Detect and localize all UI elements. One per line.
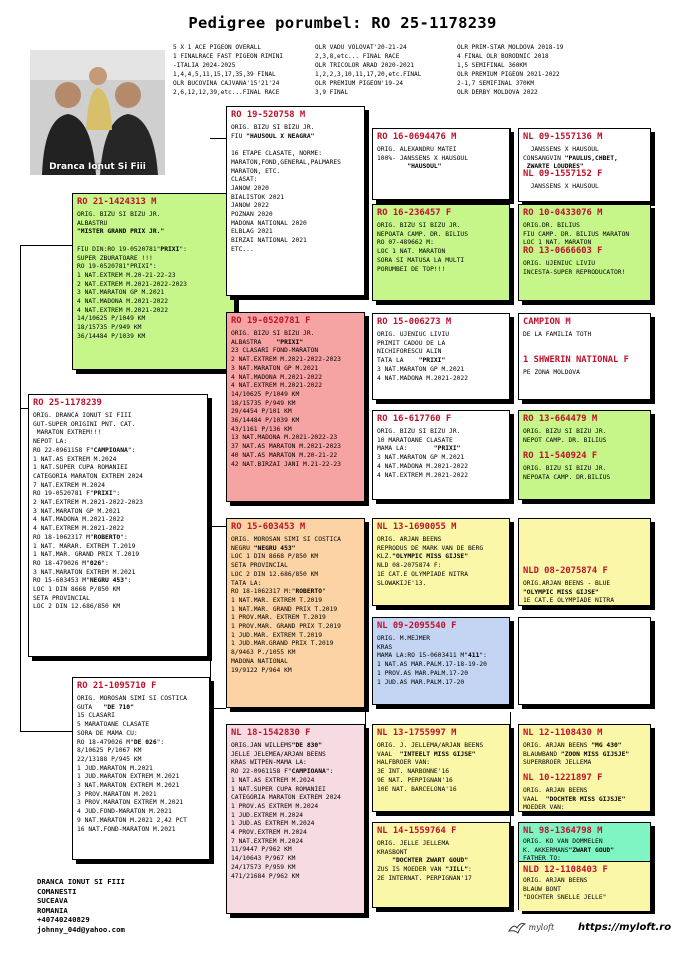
ring-number: NL 98-1364798 M	[523, 826, 603, 836]
ring-number: RO 15-603453 M	[231, 522, 306, 532]
ring-number: NL 13-1755997 M	[377, 728, 457, 738]
pigeon-card-pair-2[interactable]	[518, 204, 651, 301]
connector-line	[365, 712, 366, 842]
connector-line	[510, 534, 511, 584]
pigeon-description: ORIG. BIZU SI BIZU JR. ALBASTRU "MISTER GRAND PRIX JR." FIU DIN:RO 19-0520781"PRIXI": SUPER ZBURATOARE !!! RO 19-0520781"PRIXI": 1 NAT.EXTREM M.20-21-22-23 2 NAT.EXTREM M.2021-2022-2023 3 NAT.MARATON GP M.2021 4 NAT.MADONA M.2021-2022 4 NAT.EXTREM M.2021-2022 14/10625 P/1049 KM 18/15735 P/949 KM 36/14484 P/1039 KM	[77, 211, 187, 340]
pigeon-description	[523, 524, 646, 560]
connector-line	[365, 128, 366, 260]
pigeon-card-pair-7[interactable]	[518, 724, 651, 812]
pigeon-description-2: ORIG. ARJAN BEENS BLAUW BONT "DOCHTER SNELLE JELLE"	[523, 877, 607, 902]
pigeon-card-grandsire-2[interactable]	[226, 518, 365, 708]
pigeon-card-pair-3[interactable]	[518, 313, 651, 400]
achievements-col-1: 5 X 1 ACE PIGEON OVERALL 1 FINALRACE FAST PIGEON RIMINI -ITALIA 2024-2025 1,4,4,5,11,15,17,35,39 FINAL OLR BUCOVINA CAJVANA'15'21'24 2,6,12,12,39,etc...FINAL RACE	[173, 44, 284, 97]
achievements-col-2: OLR VADU VOLOVAT'20-21-24 2,3,8,etc... FINAL RACE OLR TRICOLOR ARAD 2020-2021 1,2,2,3,10,11,17,20,etc.FINAL OLR PREMIUM PIGEON'19-24 3,9 FINAL	[315, 44, 422, 97]
pigeon-card-bottom-half	[519, 861, 650, 911]
pigeon-description: ORIG. JELLE JELLEMA KRASBONT "DOCHTER ZWART GOUD" ZUS IS MOEDER VAN "JILL": 2E INTERNAT. PERPIGNAN'17	[377, 840, 472, 882]
pigeon-description: ORIG. BIZU SI BIZU JR. NEPOT CAMP. DR. BILIUS	[523, 428, 607, 444]
ring-number-2: NL 09-1557152 F	[523, 169, 603, 179]
ring-number-2: RO 13-0666603 F	[523, 246, 603, 256]
pigeon-description-2: ORIG. UJENIUC LIVIU INCESTA-SUPER REPRODUCATOR!	[523, 260, 626, 276]
pigeon-description: ORIG. ARJAN BEENS REPRODUS DE MARK VAN DE BERG KLZ."OLYMPIC MISS GIJSE" NLD 08-2075874 F: 1E CAT.E OLYMPIADE NITRA SLOWAKIJE'13.	[377, 536, 484, 587]
connector-line	[365, 534, 366, 634]
ring-number: RO 15-006273 M	[377, 317, 452, 327]
pigeon-description-2: ORIG. BIZU SI BIZU JR. NEPOATA CAMP. DR.BILIUS	[523, 465, 611, 482]
ring-number: RO 13-664479 M	[523, 414, 598, 424]
connector-line	[510, 800, 511, 860]
pigeon-card-ggp-1[interactable]	[372, 128, 510, 200]
connector-line	[210, 526, 226, 527]
ring-number-2: NL 10-1221897 F	[523, 773, 603, 783]
pigeon-card-ggp-6[interactable]	[372, 617, 510, 705]
connector-line	[510, 414, 511, 464]
pigeon-description: ORIG. MOROSAN SIMI SI COSTICA GUTA "DE 710" 15 CLASARI 5 MARATOANE CLASATE SORA DE MAMA CU: RO 18-479026 M"DE 026": 8/10625 P/1067 KM 22/13188 P/945 KM 1 JUD.MARATON M.2021 1 JUD.MARATON EXTREM M.2021 3 NAT.MARATON EXTREM M.2021 3 PROV.MARATON M.2021 3 PROV.MARATON EXTREM M.2021 4 JUD.FOND-MARATON M.2021 9 NAT.MARATON M.2021 2,42 PCT 16 NAT.FOND-MARATON M.2021	[77, 695, 187, 833]
connector-line	[510, 325, 511, 365]
pigeon-description-2: PE ZONA MOLDOVA	[523, 368, 580, 376]
pigeon-description: ORIG. ALEXANDRU MATEI 100%- JANSSENS X HAUSOUL "HAUSOUL"	[377, 146, 468, 171]
ring-number: NL 09-2095540 F	[377, 621, 457, 631]
pigeon-description: ORIG. ARJAN BEENS "MG 430" BLAUWBAND "ZOON MISS GIJSJE" SUPERBROER JELLEMA	[523, 742, 630, 767]
pigeon-card-ggp-7[interactable]	[372, 724, 510, 812]
ring-number: RO 16-617760 F	[377, 414, 452, 424]
pigeon-card-top-half	[519, 823, 650, 861]
ring-number: RO 21-1095710 F	[77, 681, 157, 691]
pigeon-description: DE LA FAMILIA TOTH	[523, 331, 592, 338]
photo-caption: Dranca Ionut Si Fiii	[49, 162, 146, 172]
connector-line	[20, 245, 72, 246]
owner-contact: DRANCA IONUT SI FIII COMANESTI SUCEAVA ROMANIA +40740240829 johnny_04d@yahoo.com	[37, 877, 125, 934]
ring-number: RO 19-0520781 F	[231, 316, 311, 326]
ring-number: RO 16-236457 F	[377, 208, 452, 218]
page-title: Pedigree porumbel: RO 25-1178239	[188, 14, 497, 32]
connector-line	[510, 128, 511, 188]
pigeon-card-pair-8[interactable]	[518, 822, 651, 910]
pigeon-card-ggp-3[interactable]	[372, 313, 510, 400]
pigeon-description: JANSSENS X HAUSOUL CONSANGVIN "PAULUS,CHBET, ZWARTE LOUDRES"	[523, 146, 618, 171]
connector-line	[210, 138, 226, 139]
connector-line	[210, 708, 226, 709]
pigeon-card-granddam-1[interactable]	[226, 312, 365, 502]
ring-number-2: 1 SHWERIN NATIONAL F	[523, 354, 629, 365]
ring-number: RO 19-520758 M	[231, 110, 306, 120]
ring-number: NL 13-1690055 M	[377, 522, 457, 532]
pigeon-description-2: JANSSENS X HAUSOUL	[523, 183, 599, 190]
website-link[interactable]: https://myloft.ro	[578, 922, 672, 933]
ring-number-2: NLD 08-2075874 F	[523, 566, 608, 576]
pigeon-card-dam[interactable]	[72, 677, 210, 860]
pigeon-description: ORIG. UJENIUC LIVIU PRIMIT CADOU DE LA NICHIFORESCU ALIN TATA LA "PRIXI" 3 NAT.MARATON GP M.2021 4 NAT.MADONA M.2021-2022	[377, 331, 468, 382]
pigeon-description: ORIG.JAN WILLEMS"DE 830" JELLE JELEMEA/ARJAN BEENS KRAS WITPEN-MAMA LA: RO 22-0961158 F"CAMPIOANA": 1 NAT.AS EXTREM M.2024 1 NAT.SUPER CUPA ROMANIEI CATEGORIA MARATON EXTREM 2024 1 PROV.AS EXTREM M.2024 1 JUD.EXTREM M.2024 1 JUD.AS EXTREM M.2024 4 PROV.EXTREM M.2024 7 NAT.EXTREM M.2024 11/9447 P/962 KM 14/10643 P/967 KM 24/17573 P/959 KM 471/21684 P/962 KM	[231, 742, 341, 880]
pigeon-description: ORIG. MOROSAN SIMI SI COSTICA NEGRU "NEGRU 453" LOC 1 DIN 8668 P/850 KM SETA PROVINCIAL LOC 2 DIN 12.686/850 KM TATA LA: RO 18-1062317 M:"ROBERTO" 1 NAT.MAR. EXTREM T.2019 1 NAT.MAR. GRAND PRIX T.2019 1 PROV.MAR. EXTREM T.2019 1 PROV.MAR. GRAND PRIX T.2019 1 JUD.MAR. EXTREM T.2019 1 JUD.MAR.GRAND PRIX T.2019 8/9463 P./1055 KM MADONA NATIONAL 19/9122 P/964 KM	[231, 536, 341, 674]
pigeon-description: ORIG. BIZU SI BIZU JR. 10 MARATOANE CLASATE MAMA LA: "PRIXI" 3 NAT.MARATON GP M.2021 4 NAT.MADONA M.2021-2022 4 NAT.EXTREM M.2021-2022	[377, 428, 468, 479]
pigeon-card-sire[interactable]	[72, 193, 235, 370]
pigeon-card-pair-1[interactable]	[518, 128, 651, 202]
ring-number-2: RO 11-540924 F	[523, 451, 598, 462]
ring-number-2: NLD 12-1108403 F	[523, 865, 608, 875]
pigeon-card-ggp-5[interactable]	[372, 518, 510, 606]
pigeon-description-2: ORIG.ARJAN BEENS - BLUE "OLYMPIC MISS GIJSE" 1E CAT.E OLYMPIADE NITRA	[523, 580, 614, 605]
pigeon-description: ORIG. KO VAN DOMMELEN K. AKKERMANS"ZWART GOUD" FATHER TO:	[523, 838, 614, 863]
ring-number: RO 10-0433076 M	[523, 208, 603, 218]
ring-number: NL 14-1559764 F	[377, 826, 457, 836]
connector-line	[510, 712, 511, 757]
connector-line	[20, 245, 21, 731]
pigeon-description-2: ORIG. ARJAN BEENS VAAL "DOCHTER MISS GIJSJE" MOEDER VAN:	[523, 787, 626, 812]
ring-number: NL 18-1542830 F	[231, 728, 311, 738]
achievements-col-3: OLR PRIM-STAR MOLDOVA 2018-19 4 FINAL OLR BORODNIC 2018 1,5 SEMIFINAL 360KM OLR PREMIUM PIGEON 2021-2022 2-1,7 SEMIFINAL 370KM OLR DERBY MOLDOVA 2022	[457, 44, 564, 97]
pigeon-description: ORIG. M.MEJMER KRAS MAMA LA:RO 15-0603411 M"411": 1 NAT.AS MAR.PALM.17-18-19-20 1 PROV.AS MAR.PALM.17-20 1 JUD.AS MAR.PALM.17-20	[377, 635, 487, 686]
pigeon-card-ggp-2[interactable]	[372, 204, 510, 301]
ring-number: CAMPION M	[523, 317, 571, 327]
logo-text: myloft	[528, 923, 555, 932]
pigeon-card-ggp-8[interactable]	[372, 822, 510, 908]
myloft-logo	[508, 921, 554, 935]
owner-photo	[30, 50, 165, 175]
connector-line	[20, 731, 72, 732]
family-photo-illustration	[30, 50, 165, 175]
pigeon-card-ggp-4[interactable]	[372, 410, 510, 500]
pigeon-description: ORIG. BIZU SI BIZU JR. FIU "HAUSOUL X NEAGRA" 16 ETAPE CLASATE, NORME: MARATON,FOND,GENERAL,PALMARES MARATON, ETC. CLASAT: JANOW 2020 BIALISTOK 2021 JANOW 2022 POZNAN 2020 MADONA NATIONAL 2020 ELBLAG 2021 BIRZAI NATIONAL 2021 ETC...	[231, 124, 341, 253]
pigeon-description: ORIG. BIZU SI BIZU JR. ALBASTRA "PRIXI" 23 CLASARI FOND-MARATON 2 NAT.EXTREM M.2021-2022-2023 3 NAT.MARATON GP M.2021 4 NAT.MADONA M.2021-2022 4 NAT.EXTREM M.2021-2022 14/10625 P/1049 KM 18/15735 P/949 KM 29/4454 P/101 KM 36/14484 P/1039 KM 43/1161 P/136 KM 13 NAT.MADONA M.2021-2022-23 37 NAT.AS MARATON M.2021-2023 40 NAT.AS MARATON M.20-21-22 42 NAT.BIRZAI JANI M.21-22-23	[231, 330, 341, 468]
pigeon-card-pair-5[interactable]	[518, 518, 651, 606]
pigeon-card-granddam-2[interactable]	[226, 724, 365, 914]
ring-number: RO 16-0694476 M	[377, 132, 457, 142]
pigeon-card-pair-6[interactable]	[518, 617, 651, 705]
pigeon-description: ORIG. J. JELLEMA/ARJAN BEENS VAAL "INTEELT MISS GIJSE" HALFBROER VAN: 3E INT. NARBONNE'16 9E NAT. PERPIGNAN'16 10E NAT. BARCELONA'16	[377, 742, 484, 793]
pigeon-description: ORIG. BIZU SI BIZU JR. NEPOATA CAMP. DR. BILIUS RO 07-489662 M: LOC 1 NAT. MARATON SORA SI MATUSA LA MULTI PORUMBEI DE TOP!!!	[377, 222, 468, 273]
ring-number: RO 25-1178239	[33, 398, 102, 408]
pigeon-card-subject[interactable]	[28, 394, 208, 657]
connector-line	[20, 408, 28, 409]
connector-line	[210, 604, 211, 724]
ring-number: NL 12-1108430 M	[523, 728, 603, 738]
bird-logo-icon	[508, 921, 526, 935]
ring-number: RO 21-1424313 M	[77, 197, 157, 207]
pigeon-description: ORIG.DR. BILIUS FIU CAMP. DR. BILIUS MARATON LOC 1 NAT. MARATON	[523, 222, 630, 247]
connector-line	[365, 325, 366, 458]
pigeon-card-pair-4[interactable]	[518, 410, 651, 500]
connector-line	[510, 628, 511, 668]
ring-number: NL 09-1557136 M	[523, 132, 603, 142]
pigeon-description: ORIG. DRANCA IONUT SI FIII GUT-SUPER ORIGINI PNT. CAT. MARATON EXTREM!!! NEPOT LA: RO 22-0961158 F"CAMPIOANA": 1 NAT.AS EXTREM M.2024 1 NAT.SUPER CUPA ROMANIEI CATEGORIA MARATON EXTREM 2024 7 NAT.EXTREM M.2024 RO 19-0520781 F"PRIXI": 2 NAT.EXTREM M.2021-2022-2023 3 NAT.MARATON GP M.2021 4 NAT.MADONA M.2021-2022 4 NAT.EXTREM M.2021-2022 RO 18-1062317 M"ROBERTO": 1 NAT. MARAR. EXTREM T.2019 1 NAT.MAR. GRAND PRIX T.2019 RO 18-479026 M"026": 3 NAT.MARATON EXTREM M.2021 RO 15-603453 M"NEGRU 453": LOC 1 DIN 8668 P/850 KM SETA PROVINCIAL LOC 2 DIN 12.686/850 KM	[33, 412, 143, 611]
connector-line	[510, 210, 511, 260]
pigeon-card-grandsire-1[interactable]	[226, 106, 365, 296]
